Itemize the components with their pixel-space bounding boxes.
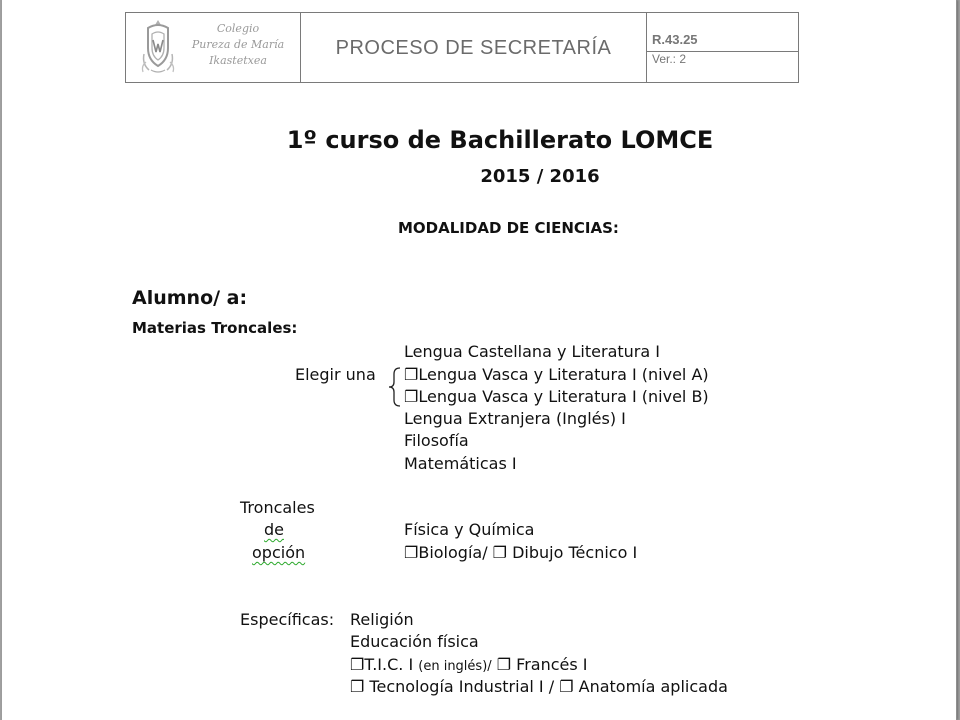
doc-version-cell xyxy=(647,52,798,82)
troncal-item-3: ❐Lengua Vasca y Literatura I (nivel B) xyxy=(404,387,709,406)
troncal-item-4: Lengua Extranjera (Inglés) I xyxy=(404,409,626,428)
tic-language-note: (en inglés)/ xyxy=(418,659,492,674)
doc-version: Ver.: 2 xyxy=(652,52,687,66)
school-name xyxy=(178,21,298,69)
tic-option: ❐T.I.C. I xyxy=(350,655,414,674)
school-logo xyxy=(126,13,301,82)
especificas-label: Específicas: xyxy=(240,610,335,629)
doc-code-cell xyxy=(647,13,798,52)
doc-code: R.43.25 xyxy=(652,32,698,47)
header-table xyxy=(125,12,799,83)
elegir-label: Elegir una xyxy=(295,365,376,384)
document-title: 1º curso de Bachillerato LOMCE xyxy=(286,126,714,154)
school-crest-icon xyxy=(139,18,177,76)
school-name-line1: Colegio xyxy=(216,22,260,35)
biologia-option: ❐Biología/ ❐ xyxy=(404,543,508,562)
troncal-item-2: ❐Lengua Vasca y Literatura I (nivel A) xyxy=(404,365,709,384)
header-title-cell xyxy=(301,13,647,82)
troncal-item-1: Lengua Castellana y Literatura I xyxy=(404,342,660,361)
opcion-item-1: Física y Química xyxy=(404,520,535,539)
especifica-item-1: Religión xyxy=(350,610,414,629)
especifica-item-4: ❐ Tecnología Industrial I / ❐ Anatomía aplicada xyxy=(350,677,728,696)
troncales-heading: Materias Troncales: xyxy=(132,319,298,337)
opcion-label-line3: opción xyxy=(252,543,306,562)
student-label: Alumno/ a: xyxy=(132,287,248,309)
especifica-item-2: Educación física xyxy=(350,632,479,651)
troncal-item-5: Filosofía xyxy=(404,431,469,450)
school-name-line2: Pureza de María xyxy=(191,38,285,51)
academic-year: 2015 / 2016 xyxy=(480,166,600,187)
dibujo-option: Dibujo Técnico I xyxy=(512,543,638,562)
curly-brace-icon xyxy=(388,366,404,408)
troncal-item-6: Matemáticas I xyxy=(404,454,517,473)
header-title: PROCESO DE SECRETARÍA xyxy=(335,37,612,59)
document-page xyxy=(2,0,957,720)
school-name-line3: Ikastetxea xyxy=(209,54,267,67)
modality-heading: MODALIDAD DE CIENCIAS: xyxy=(398,219,619,237)
opcion-label-line2: de xyxy=(264,520,284,539)
especifica-item-3 xyxy=(350,655,588,674)
opcion-item-2 xyxy=(404,543,637,562)
frances-option: ❐ Francés I xyxy=(496,655,588,674)
opcion-label-line1: Troncales xyxy=(240,498,315,517)
